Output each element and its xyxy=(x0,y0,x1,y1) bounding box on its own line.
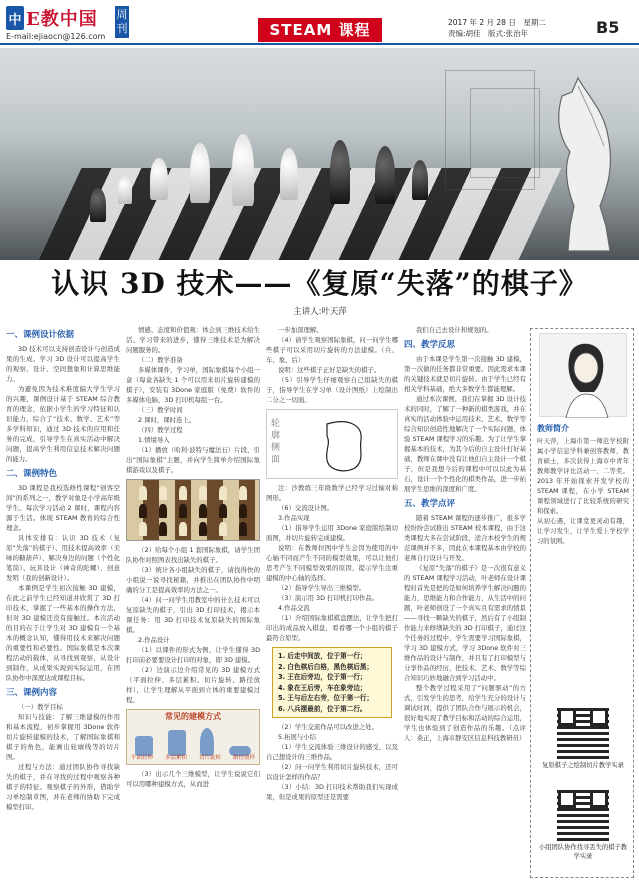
revolve-shape xyxy=(200,728,214,756)
paragraph: 为避免因为技术难度偏大学生学习的兴趣，课例设计基于 STEAM 综合教育的理念，依据小学生的学习特征和认识能力，综合了“技术、数学、艺术”等多学科知识，通过 3D 技术的应用和任务的完成，引导学生在真实活动中解决问题，提高学生利用信息技术解决问题的能力。 xyxy=(6,385,120,463)
page-number: B5 xyxy=(596,18,620,37)
paragraph: 3.作品实现 xyxy=(278,514,310,522)
paragraph: 2 课时，课时连上。 xyxy=(138,416,196,424)
paragraph: （4）请学生观察国际象棋，问一问学生哪些棋子可以采用切片旋转的方法建模。（兵、车、象、后） xyxy=(266,336,398,364)
paragraph: （3）演示用 3D 打印机打印作品。 xyxy=(278,594,379,602)
sub-heading: （一）教学目标 xyxy=(18,703,63,711)
paragraph: （1）学生交流体验三维设计的感受，以及自己想设计的三维作品。 xyxy=(266,743,398,761)
paragraph: 2.作品设计 xyxy=(138,636,170,644)
teacher-bio xyxy=(537,437,629,547)
figure-label: 路径放样 xyxy=(232,755,255,761)
chess-piece xyxy=(375,146,395,204)
chess-piece xyxy=(150,158,168,200)
editors: 责编:胡佳 版式:张治年 xyxy=(448,29,529,38)
section-tag: STEAM 课程 xyxy=(258,18,382,42)
email: E-mail:ejiaocn@126.com xyxy=(6,32,106,41)
paragraph: 5.拓展与小结 xyxy=(278,733,317,741)
paragraph: 由于本课是学生第一次接触 3D 建模，第一次做的任务都非常重要。因此需求本课的关键技术就是切片旋转。由于学生已经有相关学科基础，绝大多数学生都能理解。 xyxy=(404,355,526,393)
paragraph: （6）交流设计图。 xyxy=(278,504,334,512)
header-rule xyxy=(0,43,639,45)
chess-piece xyxy=(90,188,106,222)
motto-text: 从初心遇，让课堂更灵动有趣，让学习发生，让学生爱上学校学习的氛围。 xyxy=(537,518,629,545)
issue-date: 2017 年 2 月 28 日 星期二 xyxy=(448,18,546,27)
note: 说明：这些棋子正好是缺失的棋子。 xyxy=(278,366,381,374)
paragraph: 一步加深理解。 xyxy=(278,326,323,334)
note: 注：沙教练三年级数学已经学习过轴对称图形。 xyxy=(266,484,398,502)
sub-heading: （二）教学准备 xyxy=(138,356,183,364)
bio-text: 叶天萍，上海市第一师范学校附属小学信息学科兼创客教师，教育硕士，多次获得上海市中青年教师教学评比活动一、二等奖。2013 年开始探索开发学校的 STEAM 课程，在小学 STEAM 课程领域进行了比较系统的研究和探索。 xyxy=(537,438,629,515)
chess-piece xyxy=(330,140,350,204)
paragraph: （5）引导学生仔细观察自己组缺失的棋子，指导学生在学习单（设计图纸）上绘制出二分之一切面。 xyxy=(266,376,398,404)
column-1 xyxy=(6,325,120,875)
paragraph: 3D 技术可以支持创造设计与创造成果的生成。学习 3D 设计可以提高学生的观察、设计、空间想象和计算思维能力。 xyxy=(6,345,120,383)
figure-label: 多层累积 xyxy=(164,755,187,761)
section-heading: 一、课例设计依据 xyxy=(6,330,75,340)
chess-piece xyxy=(412,160,428,200)
sidebar-title: 教师简介 xyxy=(537,424,569,433)
qr-code[interactable] xyxy=(557,707,609,759)
paragraph: 整个教学过程采用了“问题驱动”的方式，引发学生的思考，给学生充分的设计与调试时间，提供了团队合作与展示的机会，很好地实现了教学目标和活动的综合运用，学生也体验到了创造作品的乐趣。（点评人：桑正，上海市静安区信息科技教研员） xyxy=(404,684,526,742)
chess-piece xyxy=(232,134,254,206)
article-byline: 主讲人:叶天萍 xyxy=(293,307,347,317)
paragraph: （1）播放（哈利·波特与魔法石）片段，引出“国际象棋”主题，并向学生简单介绍国际象棋游戏以及棋子。 xyxy=(126,446,260,474)
paragraph: （3）统计各小组缺失的棋子，请找得快的小组说一说寻找秘籍，并推出在团队协作中明确的分工是提高效率的方法之一。 xyxy=(126,566,260,594)
sketch-worksheet xyxy=(266,409,398,479)
paragraph: 通过本次课例，我们在掌握 3D 设计技术的同时，了解了一种新的棋类游戏，并在真实的活动体验中运用技术、艺术、数学等综合知识创造性地解决了一个实际问题，体验 STEAM 课程学习的乐趣。为了让学生掌握基本的技术，为其今后的自主设计打好基础，教师在课中没有让他们自主设计一个棋子，但是我想今后的课程中可以以此为基石，设计一个个性化的棋类作品，进一步拓展学生思维的深度和广度。 xyxy=(404,395,526,493)
paragraph: 情感、态度和价值观：体会到三维技术给生活、学习带来的进步，懂得三维技术是为解决问题服务的。 xyxy=(126,326,260,354)
article-title: 认识 3D 技术——《复原“失落”的棋子》 xyxy=(51,267,588,300)
sub-heading: （三）教学时间 xyxy=(138,406,183,414)
sketch-outline xyxy=(307,416,377,474)
paragraph: （1）介绍国际象棋棋盘摆法，让学生把打印出的成品放入棋盘，看看哪一个小组的棋子最符合原型。 xyxy=(266,614,398,642)
teacher-sidebar xyxy=(530,328,634,878)
paragraph: 过程与方法：通过团队协作寻找缺失的棋子，并在寻找的过程中观察各种棋子的特征。观察棋子的外形，借助学习单绘制草图，并在老师的协助下完成模型打印。 xyxy=(6,763,120,811)
note: 说明：在教师拉图中学生会因为使用的中心轴不同而产生不同的模型效果，可以让他们思考产生不同模型效果的原因，提示学生注重建模的中心轴的选择。 xyxy=(266,544,398,582)
figure-labels xyxy=(131,753,255,763)
chess-photo xyxy=(0,48,639,260)
section-heading: 二、课例特色 xyxy=(6,469,58,479)
rule-line: 2. 白色棋后白格，黑色棋后黑； xyxy=(278,662,374,671)
paragraph: （2）指导学生导出三维模型。 xyxy=(278,584,366,592)
column-4 xyxy=(404,325,526,875)
teacher-portrait xyxy=(539,333,627,417)
modeling-methods-figure xyxy=(126,709,260,765)
paragraph: （2）学生交流作品可以改进之处。 xyxy=(278,723,378,731)
column-2 xyxy=(126,325,260,875)
section-heading: 三、课例内容 xyxy=(6,688,58,698)
knight-piece-graphic xyxy=(548,56,628,256)
paragraph: （4）问一问学生用教室中的什么技术可以复原缺失的棋子，引出 3D 打印技术，揭示本课任务：用 3D 打印技术复原缺失的国际象棋。 xyxy=(126,596,260,634)
rule-line: 4. 象在王后旁，车在象旁边； xyxy=(278,683,367,692)
qr-caption: 小组团队协作找寻丢失的棋子教学实录 xyxy=(538,844,628,860)
chess-piece xyxy=(280,148,298,200)
paragraph: （2）问一问学生利用切片旋转技术，还可以设计怎样的作品？ xyxy=(266,763,398,781)
paragraph: 我们自己去设计和规划的。 xyxy=(416,326,493,334)
figure-label: 平面拉伸 xyxy=(131,755,154,761)
masthead xyxy=(0,0,639,46)
paragraph: 1.情境导入 xyxy=(138,436,170,444)
paragraph: （2）给每个小组 1 套国际象棋，请学生团队协作对照图表找出缺失的棋子。 xyxy=(126,546,260,564)
rule-line: 6. 八兵摆最前，位于第二行。 xyxy=(278,704,367,713)
paragraph: 知识与技能：了解三维建模的作用和基本流程，初步掌握用 3Done 软件切片旋转建模的技术，了解国际象棋和棋子的角色，能画出轮廓线等的切片图。 xyxy=(6,713,120,761)
chess-pieces-photo xyxy=(126,479,260,541)
section-heading: 四、教学反思 xyxy=(404,340,456,350)
paragraph: 《复原“失落”的棋子》是一次很有意义的 STEAM 课程学习活动，叶老师在设计课程时首先是把的是如何培养学生解决问题的能力，思维能力和合作能力，从生活中的问题，叶老师创设了一个真实且有需求的情景——寻找一颗缺失的棋子，然后有了小组制作能力来修缮缺失的 3D 打印棋子，通过这个任务的过程中，学生需要学习国际象棋，学习 3D 建模方式，学习 3Done 软件对三维作品的设计与制作，并且有了打印模型与分享作品的经历，把技术、艺术、数学等综合知识巧妙地融合到学习活动中。 xyxy=(404,564,526,682)
paragraph: 本课例是学生初次接触 3D 建模，在此之前学生已经知道并欣赏了 3D 打印技术，掌握了一些基本的操作方法，但对 3D 建模还没有接触过。本次活动的目的在于让学生对 3D 建模有一个基本的概念认知，懂得用技术来解决问题的重要性和必要性。国际象棋是本次课程活动的载体，从寻找到观察，从设计到制作，从成果实现到实际运用，在团队协作中深度达成课程目标。 xyxy=(6,584,120,682)
section-heading: 五、教学点评 xyxy=(404,499,456,509)
portrait-sketch xyxy=(540,334,628,418)
paragraph: 随着 STEAM 课程的逐步推广，很多学校纷纷尝试推出 STEAM 校本课程，由于这类课程大多在尝试阶段，适合本校学生的规范课例并不多，因此在本课程基本由学校的老师自行设计与开发。 xyxy=(404,514,526,562)
paragraph: （1）指导学生运用 3Done 家庭版绘制切面图，并切片旋转完成建模。 xyxy=(266,524,398,542)
qr-caption: 复原棋子之绘制切片教学实录 xyxy=(542,762,624,769)
chess-piece xyxy=(190,143,210,203)
figure-shapes xyxy=(135,726,251,756)
setup-rules-box xyxy=(272,647,392,718)
wireframe-graphic xyxy=(470,88,540,178)
logo-title: E教中国 xyxy=(26,9,98,30)
paragraph: （3）小结：3D 打印技术帮助我们实现成果，但是成果的原型还是需要 xyxy=(266,783,398,801)
rule-line: 5. 王与后左右旁，位于第一行； xyxy=(278,694,374,702)
qr-code[interactable] xyxy=(557,789,609,841)
paragraph: 具体安排有：认识 3D 技术（复原“失落”的棋子）、用技术提高效率（美味的糖葫芦）、解决身边的问题（个性化笔筒）、玩具设计（神奇的陀螺）、创意发明（我的创新设计）。 xyxy=(6,534,120,582)
logo-zhoukan: 周刊 xyxy=(115,6,129,38)
paragraph: 3D 课程是我校选修性课程“创客空间”的系列之一，教学对象是小学高年级学生。每次学习活动 2 课时，课程内容源于生活。体现 STEAM 教育的综合性理念。 xyxy=(6,484,120,532)
paragraph: 多媒体课件，学习单，国际象棋每个小组一盒（每盒各缺失 1 个可以用来切片旋转建模的棋子），安装有 3Done 家庭版（免费）软件的多媒体电脑，3D 打印机每组一台。 xyxy=(126,366,260,404)
sketch-label: 轮廓侧面 xyxy=(271,419,281,465)
paragraph: （3）出示几个三维模型，让学生说说它们可以用哪种建模方式，从而进 xyxy=(126,770,260,788)
sub-heading: （四）教学过程 xyxy=(138,426,183,434)
paragraph: （1）以课件的形式为例，让学生懂得 3D 打印前必要要设计打印的对象，即 3D 建模。 xyxy=(126,646,260,664)
rule-line: 1. 后走中间放，位于第一行； xyxy=(278,652,367,660)
paragraph: （2）边演示边介绍常见的 3D 建模方式（平面拉伸、多层累积、切片旋转、路径放样），让学生理解从平面到立体的重要建模过程。 xyxy=(126,666,260,704)
figure-title: 常见的建模方式 xyxy=(165,712,221,721)
paragraph: 4.作品交流 xyxy=(278,604,310,612)
column-3 xyxy=(266,325,398,875)
chess-piece xyxy=(118,176,132,204)
figure-label: 切片旋转 xyxy=(198,755,221,761)
logo-mark: 中 xyxy=(6,6,24,30)
rule-line: 3. 王在后旁边，位于第一行； xyxy=(278,673,367,681)
